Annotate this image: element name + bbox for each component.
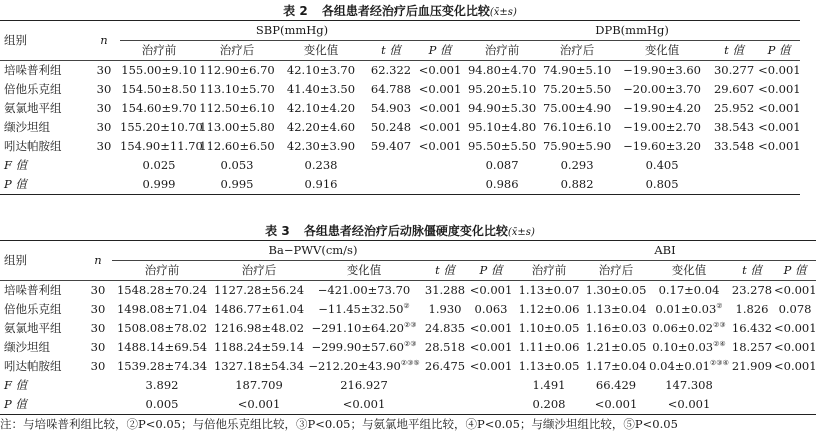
subheader-cell: 变化值	[671, 263, 707, 277]
value-cell: 94.90±5.30	[467, 101, 537, 115]
stat-value-cell	[422, 395, 468, 415]
stat-value-cell: <0.001	[342, 397, 386, 411]
value-cell: <0.001	[418, 82, 462, 96]
value-cell: 59.407	[370, 139, 412, 153]
subheader-cell: 变化值	[303, 43, 339, 57]
value-cell: 41.40±3.50	[286, 82, 356, 96]
subheader-cell: t 值	[435, 263, 455, 277]
value-cell: <0.001	[758, 120, 801, 134]
stat-value-cell: 0.986	[485, 177, 519, 191]
n-cell: 30	[96, 82, 112, 96]
group-name-cell: 倍他乐克组	[4, 302, 62, 316]
n-cell: 30	[90, 302, 106, 316]
subheader-cell: t 值	[381, 43, 401, 57]
stat-value-cell: 0.405	[645, 158, 679, 172]
stat-value-cell: 0.995	[220, 177, 254, 191]
significance-marker: ②	[403, 302, 410, 310]
stat-value-cell: 0.916	[304, 177, 338, 191]
value-cell: 33.548	[713, 139, 755, 153]
table2-caption-num: 表 2	[283, 4, 308, 18]
value-cell: 1.17±0.04	[585, 359, 647, 373]
value-cell: 21.909	[731, 359, 773, 373]
value-cell: −19.00±2.70	[623, 120, 701, 134]
subheader-cell: 变化值	[644, 43, 680, 57]
n-cell: 30	[90, 321, 106, 335]
group-name-cell: 氨氯地平组	[4, 321, 62, 335]
value-cell: −212.20±43.90②③⑤	[308, 359, 420, 373]
group-name-cell: 氨氯地平组	[4, 101, 62, 115]
value-cell: 38.543	[713, 120, 755, 134]
group-name-cell: 培哚普利组	[4, 63, 62, 77]
table3-caption	[0, 222, 800, 239]
table2-header-row	[0, 21, 800, 41]
table3-caption-stat: (x̄±s)	[507, 227, 535, 238]
value-cell: <0.001	[469, 340, 513, 354]
table2-caption-stat: (x̄±s)	[489, 7, 517, 18]
table2-subheader-row	[0, 41, 800, 61]
value-cell: −19.60±3.20	[623, 139, 701, 153]
value-cell: <0.001	[469, 321, 513, 335]
stat-value-cell	[416, 156, 464, 175]
group-name-cell: 倍他乐克组	[4, 82, 62, 96]
value-cell: −20.00±3.70	[623, 82, 701, 96]
value-cell: 0.10±0.03②④	[652, 340, 726, 354]
stat-value-cell	[468, 395, 514, 415]
n-cell: 30	[96, 63, 112, 77]
value-cell: <0.001	[418, 120, 462, 134]
n-cell: 30	[96, 120, 112, 134]
value-cell: 0.06±0.02②③	[652, 321, 726, 335]
value-cell: 1.13±0.07	[518, 283, 580, 297]
stat-value-cell	[758, 156, 800, 175]
value-cell: 155.00±9.10	[121, 63, 197, 77]
significance-marker: ②③	[713, 321, 726, 329]
n-column-header: n	[84, 241, 112, 281]
value-cell: 23.278	[731, 283, 773, 297]
value-cell: 0.17±0.04	[658, 283, 720, 297]
value-cell: <0.001	[758, 63, 801, 77]
subheader-cell: P 值	[479, 263, 503, 277]
n-cell: 30	[96, 101, 112, 115]
value-cell: 1508.08±78.02	[116, 321, 208, 335]
value-cell: 28.518	[424, 340, 466, 354]
value-cell: 75.90±5.90	[542, 139, 612, 153]
value-cell: 1.30±0.05	[585, 283, 647, 297]
value-cell: 30.277	[713, 63, 755, 77]
value-cell: 1548.28±70.24	[116, 283, 208, 297]
value-cell: 76.10±6.10	[542, 120, 612, 134]
value-cell: 50.248	[370, 120, 412, 134]
value-cell: 95.10±4.80	[467, 120, 537, 134]
stat-value-cell: 0.005	[145, 397, 179, 411]
value-cell: 95.20±5.10	[467, 82, 537, 96]
stat-value-cell	[366, 175, 416, 195]
significance-marker: ②④	[713, 340, 726, 348]
subheader-cell: 变化值	[346, 263, 382, 277]
stat-value-cell	[774, 376, 816, 395]
stat-value-cell: 0.025	[142, 158, 176, 172]
group-column-header: 组别	[0, 241, 84, 281]
value-cell: 1.21±0.05	[585, 340, 647, 354]
stat-value-cell: 0.238	[304, 158, 338, 172]
value-cell: 1188.24±59.14	[213, 340, 305, 354]
subheader-cell: P 值	[428, 43, 452, 57]
value-cell: 42.20±4.60	[286, 120, 356, 134]
value-cell: 95.50±5.50	[467, 139, 537, 153]
value-cell: <0.001	[774, 321, 817, 335]
table-row	[0, 281, 816, 301]
stat-value-cell	[416, 175, 464, 195]
group-name-cell: 吲达帕胺组	[4, 139, 62, 153]
table-row	[0, 137, 800, 156]
value-cell: <0.001	[418, 101, 462, 115]
table-row	[0, 99, 800, 118]
value-cell: −11.45±32.50②	[318, 302, 410, 316]
stat-value-cell: 0.805	[645, 177, 679, 191]
value-cell: 1539.28±74.34	[116, 359, 208, 373]
stat-value-cell	[730, 395, 774, 415]
value-cell: 1486.77±61.04	[213, 302, 305, 316]
value-cell: 113.10±5.70	[199, 82, 275, 96]
value-cell: 16.432	[731, 321, 773, 335]
significance-marker: ②	[716, 302, 723, 310]
table-row	[0, 80, 800, 99]
stat-label-cell: F 值	[4, 158, 28, 172]
table2-caption	[0, 2, 800, 19]
table-row	[0, 357, 816, 376]
stat-label-cell: P 值	[4, 397, 27, 411]
significance-marker: ②③④	[710, 359, 729, 367]
value-cell: <0.001	[469, 359, 513, 373]
significance-marker: ②③⑤	[400, 359, 420, 367]
stat-value-cell	[774, 395, 816, 415]
table2-caption-text: 各组患者经治疗后血压变化比较	[321, 4, 490, 18]
value-cell: 113.00±5.80	[199, 120, 275, 134]
value-cell: 42.10±3.70	[286, 63, 356, 77]
value-cell: 1.13±0.04	[585, 302, 647, 316]
value-cell: 31.288	[424, 283, 466, 297]
stat-value-cell	[468, 376, 514, 395]
f-value-row	[0, 376, 816, 395]
stat-value-cell: 1.491	[532, 378, 566, 392]
value-cell: 154.90±11.70	[120, 139, 203, 153]
sbp-header: SBP(mmHg)	[120, 21, 464, 41]
bapwv-header: Ba−PWV(cm/s)	[112, 241, 514, 261]
stat-value-cell	[710, 156, 758, 175]
group-name-cell: 吲达帕胺组	[4, 359, 62, 373]
stat-value-cell: 147.308	[665, 378, 713, 392]
subheader-cell: 治疗前	[141, 43, 177, 57]
group-name-cell: 培哚普利组	[4, 283, 62, 297]
table-row	[0, 61, 800, 81]
value-cell: 62.322	[370, 63, 412, 77]
value-cell: −291.10±64.20②③	[311, 321, 417, 335]
value-cell: 154.50±8.50	[121, 82, 197, 96]
stat-value-cell: <0.001	[237, 397, 281, 411]
subheader-cell: 治疗后	[241, 263, 277, 277]
value-cell: 1.930	[428, 302, 462, 316]
subheader-cell: P 值	[783, 263, 807, 277]
subheader-cell: t 值	[742, 263, 762, 277]
stat-value-cell	[758, 175, 800, 195]
p-value-row	[0, 395, 816, 415]
stat-value-cell: 0.087	[485, 158, 519, 172]
dpb-header: DPB(mmHg)	[464, 21, 800, 41]
value-cell: <0.001	[758, 101, 801, 115]
value-cell: 1488.14±69.54	[116, 340, 208, 354]
value-cell: 0.078	[778, 302, 812, 316]
stat-value-cell: 0.053	[220, 158, 254, 172]
value-cell: <0.001	[774, 283, 817, 297]
value-cell: 26.475	[424, 359, 466, 373]
value-cell: 42.10±4.20	[286, 101, 356, 115]
stat-value-cell	[730, 376, 774, 395]
value-cell: 0.063	[474, 302, 508, 316]
stat-value-cell: 0.208	[532, 397, 566, 411]
stat-value-cell: 0.293	[560, 158, 594, 172]
value-cell: 64.788	[370, 82, 412, 96]
n-column-header: n	[88, 21, 120, 61]
group-name-cell: 缬沙坦组	[4, 120, 50, 134]
value-cell: <0.001	[758, 82, 801, 96]
value-cell: 1.11±0.06	[518, 340, 580, 354]
value-cell: <0.001	[418, 139, 462, 153]
stat-value-cell: 0.999	[142, 177, 176, 191]
p-value-row	[0, 175, 800, 195]
value-cell: 1127.28±56.24	[213, 283, 305, 297]
stat-label-cell: P 值	[4, 177, 27, 191]
stat-value-cell: 187.709	[235, 378, 283, 392]
table-row	[0, 338, 816, 357]
value-cell: −421.00±73.70	[317, 283, 411, 297]
subheader-cell: 治疗后	[219, 43, 255, 57]
value-cell: 112.90±6.70	[199, 63, 275, 77]
subheader-cell: 治疗前	[484, 43, 520, 57]
subheader-cell: P 值	[767, 43, 791, 57]
stat-value-cell	[422, 376, 468, 395]
table3-subheader-row	[0, 261, 816, 281]
stat-value-cell: <0.001	[667, 397, 711, 411]
stat-label-cell: F 值	[4, 378, 28, 392]
value-cell: −299.90±57.60②③	[311, 340, 417, 354]
stat-value-cell: 3.892	[145, 378, 179, 392]
n-cell: 30	[90, 340, 106, 354]
subheader-cell: 治疗前	[531, 263, 567, 277]
significance-marker: ②③	[403, 321, 417, 329]
stat-value-cell: 0.882	[560, 177, 594, 191]
value-cell: 18.257	[731, 340, 773, 354]
group-column-header: 组别	[0, 21, 88, 61]
abi-header: ABI	[514, 241, 816, 261]
value-cell: 1.16±0.03	[585, 321, 647, 335]
value-cell: −19.90±4.20	[623, 101, 701, 115]
table2	[0, 20, 800, 195]
stat-value-cell: <0.001	[594, 397, 638, 411]
footnote: 注：与培哚普利组比较，②P<0.05；与倍他乐克组比较，③P<0.05；与氨氯地平组比较，④P<0.05；与缬沙坦组比较，⑤P<0.05	[0, 417, 678, 431]
value-cell: 74.90±5.10	[542, 63, 612, 77]
value-cell: 1498.08±71.04	[116, 302, 208, 316]
subheader-cell: t 值	[724, 43, 744, 57]
value-cell: 75.00±4.90	[542, 101, 612, 115]
n-cell: 30	[90, 359, 106, 373]
significance-marker: ②③	[403, 340, 417, 348]
value-cell: 112.60±6.50	[199, 139, 275, 153]
stat-value-cell	[710, 175, 758, 195]
n-cell: 30	[90, 283, 106, 297]
table3	[0, 240, 816, 415]
value-cell: 1.13±0.05	[518, 359, 580, 373]
value-cell: 54.903	[370, 101, 412, 115]
value-cell: 1216.98±48.02	[213, 321, 305, 335]
value-cell: <0.001	[774, 359, 817, 373]
value-cell: 25.952	[713, 101, 755, 115]
value-cell: 112.50±6.10	[199, 101, 275, 115]
table3-caption-text: 各组患者经治疗后动脉僵硬度变化比较	[303, 224, 508, 238]
stat-value-cell	[366, 156, 416, 175]
table-row	[0, 118, 800, 137]
group-name-cell: 缬沙坦组	[4, 340, 50, 354]
subheader-cell: 治疗后	[598, 263, 634, 277]
stat-value-cell: 66.429	[595, 378, 637, 392]
table3-caption-num: 表 3	[265, 224, 290, 238]
value-cell: 0.01±0.03②	[655, 302, 723, 316]
value-cell: 1327.18±54.34	[213, 359, 305, 373]
value-cell: 24.835	[424, 321, 466, 335]
subheader-cell: 治疗前	[144, 263, 180, 277]
table-row	[0, 300, 816, 319]
stat-value-cell: 216.927	[340, 378, 388, 392]
table-row	[0, 319, 816, 338]
value-cell: 94.80±4.70	[467, 63, 537, 77]
value-cell: <0.001	[418, 63, 462, 77]
value-cell: −19.90±3.60	[623, 63, 701, 77]
value-cell: 29.607	[713, 82, 755, 96]
value-cell: <0.001	[469, 283, 513, 297]
value-cell: <0.001	[774, 340, 817, 354]
n-cell: 30	[96, 139, 112, 153]
value-cell: 1.826	[735, 302, 769, 316]
table3-header-row	[0, 241, 816, 261]
subheader-cell: 治疗后	[559, 43, 595, 57]
value-cell: 1.10±0.05	[518, 321, 580, 335]
value-cell: 75.20±5.50	[542, 82, 612, 96]
value-cell: 1.12±0.06	[518, 302, 580, 316]
value-cell: 154.60±9.70	[121, 101, 197, 115]
value-cell: 0.04±0.01②③④	[649, 359, 729, 373]
value-cell: <0.001	[758, 139, 801, 153]
f-value-row	[0, 156, 800, 175]
value-cell: 42.30±3.90	[286, 139, 356, 153]
value-cell: 155.20±10.70	[120, 120, 203, 134]
